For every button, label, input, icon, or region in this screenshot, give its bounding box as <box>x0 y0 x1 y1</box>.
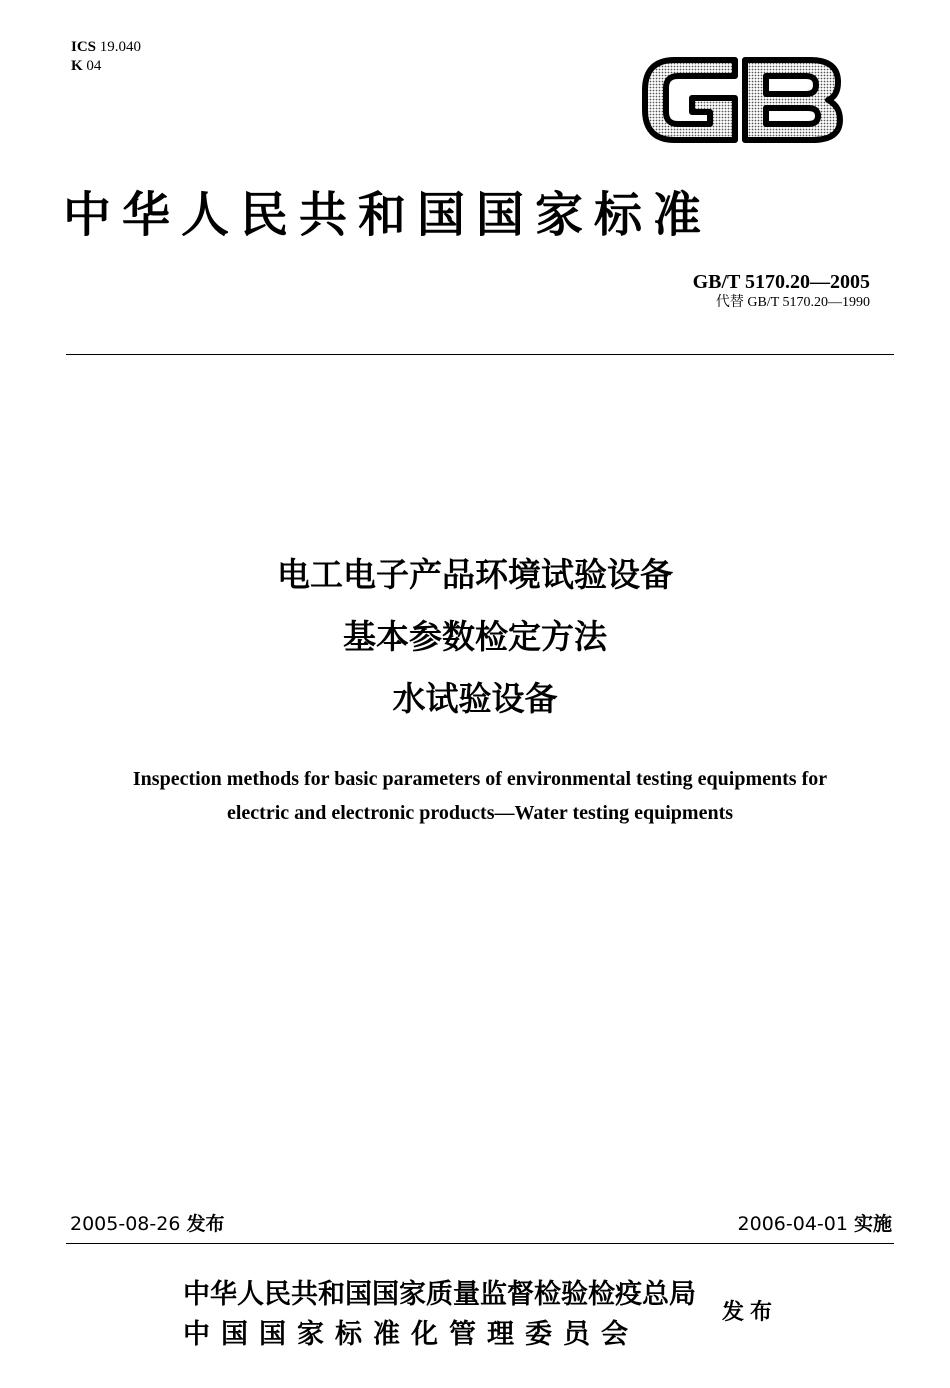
header-divider <box>66 354 894 355</box>
classification-codes <box>71 38 141 76</box>
publish-label: 发布 <box>722 1300 779 1325</box>
issue-date-block <box>70 1212 224 1236</box>
ics-label: ICS <box>71 39 97 55</box>
standard-code: GB/T 5170.20—2005 <box>692 271 870 293</box>
issue-date: 2005-08-26 <box>70 1213 181 1235</box>
issue-label: 发布 <box>186 1213 225 1235</box>
issuer-block <box>183 1275 696 1355</box>
title-en-line1: Inspection methods for basic parameters of environmental testing equipments for <box>132 768 828 790</box>
effective-date-block <box>738 1212 892 1236</box>
ics-code: 19.040 <box>99 39 142 55</box>
title-en-line2: electric and electronic products—Water testing equipments <box>226 802 734 824</box>
standard-type-title: 中华人民共和国国家标准 <box>63 187 713 243</box>
footer-divider <box>66 1243 894 1244</box>
standard-code-block <box>693 270 870 312</box>
class-label: K <box>71 58 83 74</box>
title-zh-line3: 水试验设备 <box>392 679 558 718</box>
replaces-code: 代替 GB/T 5170.20—1990 <box>715 295 870 310</box>
title-zh-line1: 电工电子产品环境试验设备 <box>277 555 673 594</box>
class-code: 04 <box>86 58 102 74</box>
effective-date: 2006-04-01 <box>737 1213 848 1235</box>
effective-label: 实施 <box>853 1213 892 1235</box>
issuer-line1: 中华人民共和国国家质量监督检验检疫总局 <box>183 1279 696 1310</box>
issuer-line2: 中国国家标准化管理委员会 <box>183 1319 639 1350</box>
gb-logo <box>640 50 845 150</box>
title-zh-line2: 基本参数检定方法 <box>343 617 607 656</box>
